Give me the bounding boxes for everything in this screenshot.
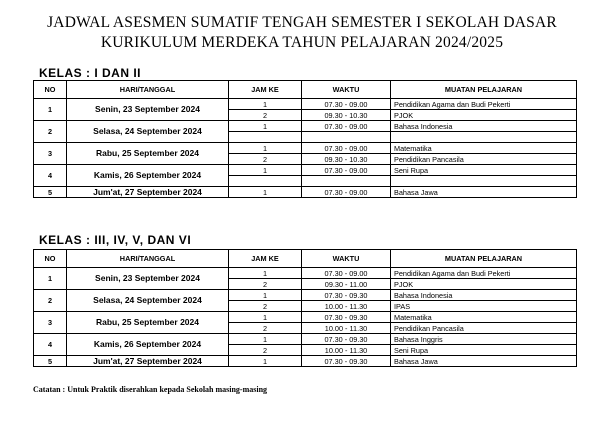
cell-waktu: 07.30 - 09.00 bbox=[302, 99, 391, 110]
table-row bbox=[34, 312, 577, 323]
cell-waktu: 09.30 - 10.30 bbox=[302, 110, 391, 121]
cell-jam-ke: 1 bbox=[229, 268, 302, 279]
schedule-table bbox=[33, 249, 577, 367]
cell-hari-tanggal: Senin, 23 September 2024 bbox=[67, 99, 229, 121]
cell-hari-tanggal: Senin, 23 September 2024 bbox=[67, 268, 229, 290]
cell-waktu: 10.00 - 11.30 bbox=[302, 323, 391, 334]
document-title-line1: JADWAL ASESMEN SUMATIF TENGAH SEMESTER I SEKOLAH DASAR bbox=[47, 14, 557, 31]
cell-waktu: 07.30 - 09.30 bbox=[302, 334, 391, 345]
schedule-table bbox=[33, 80, 577, 198]
cell-hari-tanggal: Jum'at, 27 September 2024 bbox=[67, 356, 229, 367]
cell-muatan-pelajaran: Pendidikan Pancasila bbox=[391, 323, 577, 334]
header-no: NO bbox=[34, 250, 67, 268]
cell-muatan-pelajaran: Seni Rupa bbox=[391, 345, 577, 356]
cell-hari-tanggal: Kamis, 26 September 2024 bbox=[67, 334, 229, 356]
cell-no: 2 bbox=[34, 121, 67, 143]
cell-hari-tanggal: Rabu, 25 September 2024 bbox=[67, 312, 229, 334]
cell-jam-ke: 1 bbox=[229, 165, 302, 176]
cell-muatan-pelajaran: PJOK bbox=[391, 279, 577, 290]
cell-no: 4 bbox=[34, 165, 67, 187]
cell-jam-ke: 1 bbox=[229, 334, 302, 345]
cell-muatan-pelajaran bbox=[391, 176, 577, 187]
cell-jam-ke: 2 bbox=[229, 323, 302, 334]
cell-no: 5 bbox=[34, 356, 67, 367]
table-row bbox=[34, 356, 577, 367]
section-kelas-label: KELAS : III, IV, V, DAN VI bbox=[39, 233, 192, 247]
cell-hari-tanggal: Selasa, 24 September 2024 bbox=[67, 121, 229, 143]
table-row bbox=[34, 290, 577, 301]
table-row bbox=[34, 268, 577, 279]
cell-waktu: 10.00 - 11.30 bbox=[302, 301, 391, 312]
cell-no: 3 bbox=[34, 143, 67, 165]
header-muatan-pelajaran: MUATAN PELAJARAN bbox=[391, 81, 577, 99]
cell-waktu: 07.30 - 09.00 bbox=[302, 121, 391, 132]
table-header-row bbox=[34, 250, 577, 268]
cell-muatan-pelajaran: Bahasa Jawa bbox=[391, 356, 577, 367]
header-waktu: WAKTU bbox=[302, 250, 391, 268]
cell-jam-ke: 2 bbox=[229, 279, 302, 290]
cell-hari-tanggal: Rabu, 25 September 2024 bbox=[67, 143, 229, 165]
table-row bbox=[34, 165, 577, 176]
cell-jam-ke: 1 bbox=[229, 99, 302, 110]
cell-hari-tanggal: Kamis, 26 September 2024 bbox=[67, 165, 229, 187]
cell-waktu: 07.30 - 09.00 bbox=[302, 165, 391, 176]
cell-jam-ke: 1 bbox=[229, 143, 302, 154]
cell-muatan-pelajaran: Bahasa Jawa bbox=[391, 187, 577, 198]
cell-waktu: 07.30 - 09.30 bbox=[302, 290, 391, 301]
cell-waktu: 09.30 - 10.30 bbox=[302, 154, 391, 165]
cell-jam-ke: 1 bbox=[229, 187, 302, 198]
cell-waktu: 10.00 - 11.30 bbox=[302, 345, 391, 356]
document-title-line2: KURIKULUM MERDEKA TAHUN PELAJARAN 2024/2025 bbox=[100, 34, 504, 51]
header-no: NO bbox=[34, 81, 67, 99]
table-row bbox=[34, 187, 577, 198]
cell-hari-tanggal: Selasa, 24 September 2024 bbox=[67, 290, 229, 312]
cell-muatan-pelajaran: Bahasa Indonesia bbox=[391, 121, 577, 132]
cell-jam-ke: 2 bbox=[229, 154, 302, 165]
cell-muatan-pelajaran: Seni Rupa bbox=[391, 165, 577, 176]
cell-muatan-pelajaran: Bahasa Inggris bbox=[391, 334, 577, 345]
cell-jam-ke: 1 bbox=[229, 290, 302, 301]
cell-jam-ke: 2 bbox=[229, 301, 302, 312]
section-kelas-label: KELAS : I DAN II bbox=[39, 66, 142, 80]
cell-muatan-pelajaran: Matematika bbox=[391, 143, 577, 154]
footnote-catatan: Catatan : Untuk Praktik diserahkan kepada Sekolah masing-masing bbox=[33, 385, 268, 394]
header-jam-ke: JAM KE bbox=[229, 250, 302, 268]
cell-jam-ke bbox=[229, 176, 302, 187]
cell-waktu: 07.30 - 09.00 bbox=[302, 143, 391, 154]
cell-muatan-pelajaran: Bahasa Indonesia bbox=[391, 290, 577, 301]
cell-muatan-pelajaran bbox=[391, 132, 577, 143]
cell-waktu bbox=[302, 176, 391, 187]
cell-hari-tanggal: Jum'at, 27 September 2024 bbox=[67, 187, 229, 198]
table-row bbox=[34, 143, 577, 154]
cell-muatan-pelajaran: Matematika bbox=[391, 312, 577, 323]
cell-no: 3 bbox=[34, 312, 67, 334]
cell-jam-ke: 2 bbox=[229, 110, 302, 121]
cell-waktu: 07.30 - 09.30 bbox=[302, 312, 391, 323]
header-muatan-pelajaran: MUATAN PELAJARAN bbox=[391, 250, 577, 268]
header-waktu: WAKTU bbox=[302, 81, 391, 99]
cell-muatan-pelajaran: Pendidikan Agama dan Budi Pekerti bbox=[391, 99, 577, 110]
table-row bbox=[34, 99, 577, 110]
cell-no: 4 bbox=[34, 334, 67, 356]
cell-muatan-pelajaran: IPAS bbox=[391, 301, 577, 312]
header-hari-tanggal: HARI/TANGGAL bbox=[67, 81, 229, 99]
cell-jam-ke bbox=[229, 132, 302, 143]
header-jam-ke: JAM KE bbox=[229, 81, 302, 99]
header-hari-tanggal: HARI/TANGGAL bbox=[67, 250, 229, 268]
table-header-row bbox=[34, 81, 577, 99]
cell-no: 1 bbox=[34, 99, 67, 121]
cell-no: 2 bbox=[34, 290, 67, 312]
cell-waktu: 07.30 - 09.30 bbox=[302, 356, 391, 367]
cell-muatan-pelajaran: Pendidikan Pancasila bbox=[391, 154, 577, 165]
cell-jam-ke: 2 bbox=[229, 345, 302, 356]
table-row bbox=[34, 334, 577, 345]
cell-jam-ke: 1 bbox=[229, 356, 302, 367]
cell-waktu: 09.30 - 11.00 bbox=[302, 279, 391, 290]
cell-waktu bbox=[302, 132, 391, 143]
cell-no: 5 bbox=[34, 187, 67, 198]
cell-muatan-pelajaran: PJOK bbox=[391, 110, 577, 121]
cell-no: 1 bbox=[34, 268, 67, 290]
cell-jam-ke: 1 bbox=[229, 121, 302, 132]
cell-waktu: 07.30 - 09.00 bbox=[302, 187, 391, 198]
cell-jam-ke: 1 bbox=[229, 312, 302, 323]
table-row bbox=[34, 121, 577, 132]
cell-muatan-pelajaran: Pendidikan Agama dan Budi Pekerti bbox=[391, 268, 577, 279]
cell-waktu: 07.30 - 09.00 bbox=[302, 268, 391, 279]
